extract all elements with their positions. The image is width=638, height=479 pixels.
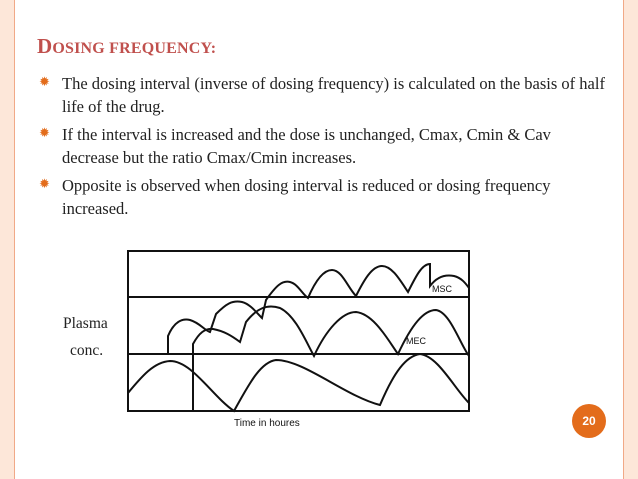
- bullet-arrow-icon: ✹: [39, 177, 50, 192]
- bullet-list: [37, 72, 609, 225]
- curve-long-interval: [128, 354, 469, 411]
- bullet-arrow-icon: ✹: [39, 75, 50, 90]
- title-rest: OSING FREQUENCY:: [52, 40, 217, 57]
- slide-title: [37, 34, 216, 59]
- title-first-letter: D: [37, 34, 53, 58]
- page-number-badge: 20: [572, 404, 606, 438]
- right-decorative-border: [623, 0, 638, 479]
- x-axis-label: Time in houres: [234, 418, 300, 429]
- curve-mid-interval: [193, 307, 469, 411]
- bullet-item: [37, 174, 609, 220]
- bullet-arrow-icon: ✹: [39, 126, 50, 141]
- bullet-text: The dosing interval (inverse of dosing frequency) is calculated on the basis of half life of the drug.: [62, 74, 605, 116]
- y-axis-label-line2: conc.: [70, 342, 104, 359]
- bullet-text: Opposite is observed when dosing interval is reduced or dosing frequency increased.: [62, 176, 551, 218]
- y-axis-label-line1: Plasma: [63, 315, 108, 332]
- msc-label: MSC: [432, 284, 452, 294]
- bullet-item: [37, 123, 609, 169]
- bullet-item: [37, 72, 609, 118]
- mec-label: MEC: [406, 336, 426, 346]
- dosing-frequency-diagram: [120, 248, 478, 432]
- left-decorative-border: [0, 0, 15, 479]
- bullet-text: If the interval is increased and the dose is unchanged, Cmax, Cmin & Cav decrease but the ratio Cmax/Cmin increases.: [62, 125, 551, 167]
